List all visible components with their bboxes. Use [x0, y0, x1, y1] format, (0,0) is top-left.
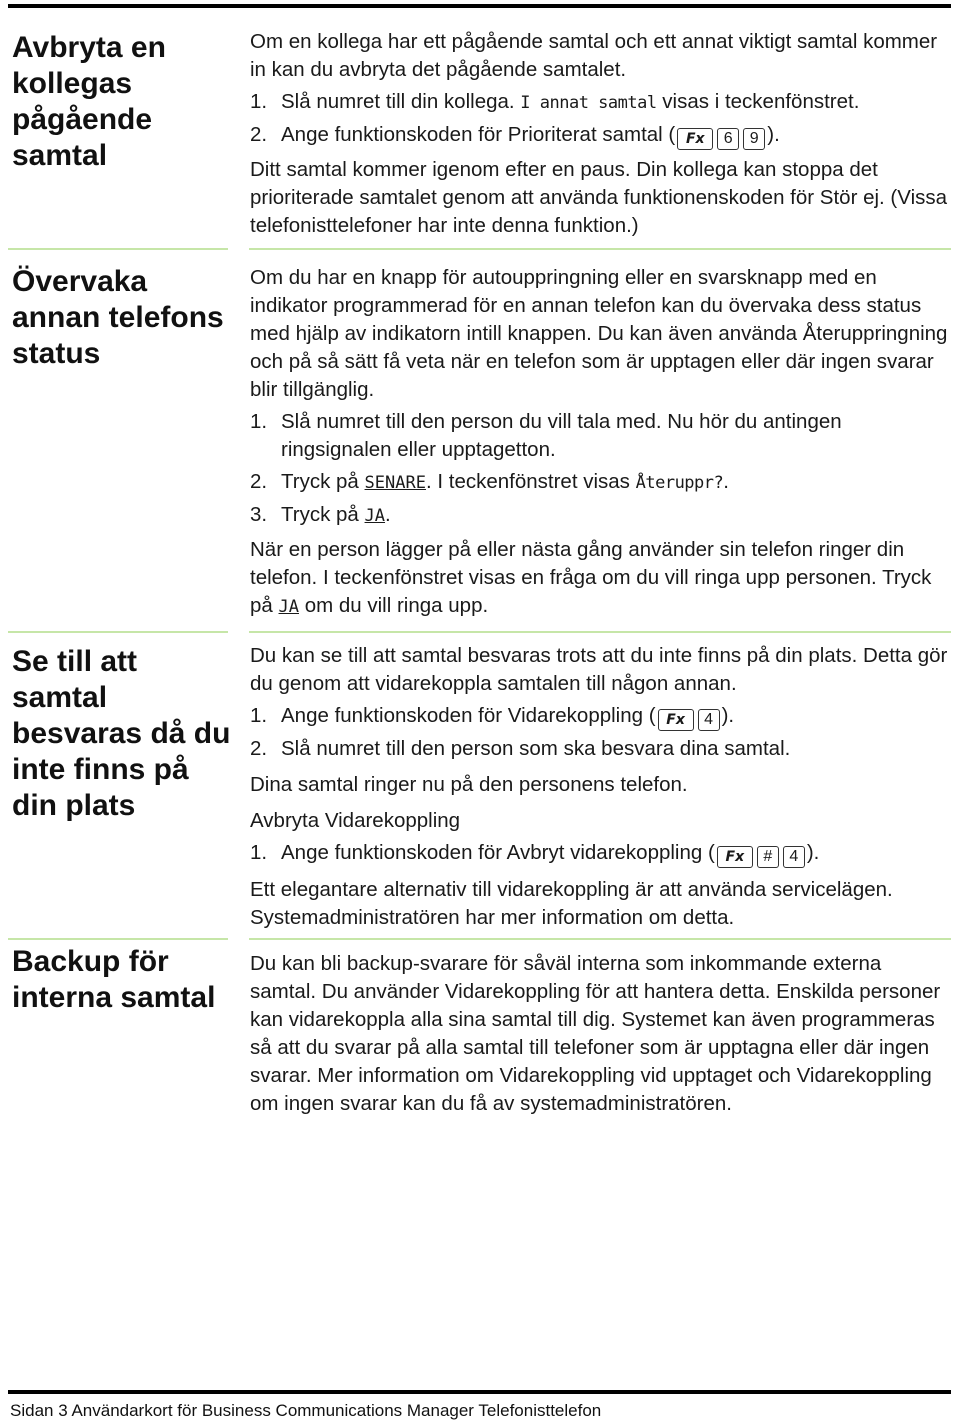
section-divider: [249, 938, 951, 940]
step-cancel-1: [250, 839, 950, 868]
step-number: 1.: [250, 841, 268, 864]
dial-key-4-icon: 4: [698, 709, 720, 731]
outro-text: [250, 536, 950, 621]
step-text: Slå numret till din kollega.: [281, 90, 515, 113]
feature-key-icon: Fx: [717, 846, 753, 868]
step-2: [250, 735, 950, 763]
section-body: [250, 950, 950, 1118]
softkey-ja: JA: [278, 597, 299, 617]
softkey-ja: JA: [364, 506, 386, 526]
body-text: Du kan bli backup-svarare för såväl interna som inkommande externa samtal. Du använder Vidarekoppling för att hantera detta. Enskilda personer kan vidarekoppla alla sina samtal till dig. Systemet kan även programmeras så att du svarar på alla samtal till telefoner som är upptagna eller där ingen svarar. Mer information om Vidarekoppling vid upptaget och Vidarekoppling om ingen svarar kan du få av systemadministratören.: [250, 952, 941, 1115]
intro-text: Om en kollega har ett pågående samtal och ett annat viktigt samtal kommer in kan du avbryta det pågående samtalet.: [250, 30, 938, 81]
step-text: . I teckenfönstret visas: [425, 470, 630, 493]
step-1: [250, 88, 950, 117]
note-text: Dina samtal ringer nu på den personens telefon.: [250, 773, 688, 796]
display-text: Återuppr?: [635, 473, 724, 493]
step-text: visas i teckenfönstret.: [662, 90, 860, 113]
step-text: Tryck på: [281, 470, 359, 493]
outro-text-part: om du vill ringa upp.: [304, 594, 489, 617]
step-number: 2.: [250, 470, 268, 493]
section-divider: [8, 248, 228, 250]
outro-text-part: När en person lägger på eller nästa gång använder sin telefon ringer din telefon. I teckenfönstret visas en fråga om du vill ringa upp personen. Tryck på: [250, 538, 932, 617]
section-divider: [8, 938, 228, 940]
step-2: [250, 468, 950, 497]
step-text: Slå numret till den person du vill tala med. Nu hör du antingen ringsignalen eller upptagetton.: [281, 410, 842, 461]
step-text: .: [385, 503, 391, 526]
page-footer: Sidan 3 Användarkort för Business Communications Manager Telefonisttelefon: [10, 1401, 602, 1420]
step-number: 2.: [250, 123, 268, 146]
dial-key-4-icon: 4: [783, 846, 805, 868]
feature-key-icon: Fx: [677, 128, 713, 150]
outro-text: Ett elegantare alternativ till vidarekoppling är att använda servicelägen. Systemadministratören har mer information om detta.: [250, 878, 893, 929]
intro-text: Om du har en knapp för autouppringning eller en svarsknapp med en indikator programmerad för en annan telefon kan du övervaka dess status med hjälp av indikatorn intill knappen. Du kan även använda Återuppringning och på så sätt få veta när en telefon som är upptagen eller där ingen svarar blir tillgänglig.: [250, 266, 948, 401]
display-text: I annat samtal: [520, 93, 657, 113]
section-divider: [249, 631, 951, 633]
section-divider: [8, 631, 228, 633]
step-text: Ange funktionskoden för Vidarekoppling (: [281, 704, 656, 727]
step-text: .: [723, 470, 729, 493]
feature-key-icon: Fx: [658, 709, 694, 731]
softkey-senare: SENARE: [364, 473, 426, 493]
section-title: Övervaka annan telefons status: [12, 265, 224, 370]
step-text: Ange funktionskoden för Avbryt vidarekoppling (: [281, 841, 715, 864]
step-1: [250, 408, 950, 464]
step-text: ).: [721, 704, 735, 727]
dial-key-9-icon: 9: [743, 128, 765, 150]
top-rule: [8, 4, 951, 8]
section-title: Avbryta en kollegas pågående samtal: [12, 31, 166, 172]
intro-text: Du kan se till att samtal besvaras trots att du inte finns på din plats. Detta gör du genom att vidarekoppla samtalen till någon annan.: [250, 644, 948, 695]
dial-key-6-icon: 6: [717, 128, 739, 150]
step-number: 1.: [250, 90, 268, 113]
step-text: Tryck på: [281, 503, 359, 526]
bottom-rule: [8, 1390, 951, 1394]
section-divider: [249, 248, 951, 250]
step-number: 1.: [250, 704, 268, 727]
dial-key-hash-icon: #: [757, 846, 779, 868]
step-3: [250, 501, 950, 530]
step-number: 3.: [250, 503, 268, 526]
step-2: [250, 121, 950, 150]
section-body: [250, 642, 950, 932]
subheading: Avbryta Vidarekoppling: [250, 809, 461, 832]
step-text: Slå numret till den person som ska besvara dina samtal.: [281, 737, 791, 760]
step-number: 1.: [250, 410, 268, 433]
section-body: [250, 28, 950, 240]
section-title: Se till att samtal besvaras då du inte finns på din plats: [12, 645, 231, 822]
step-text: ).: [767, 123, 780, 146]
step-text: ).: [806, 841, 820, 864]
outro-text: Ditt samtal kommer igenom efter en paus. Din kollega kan stoppa det prioriterade samtalet genom att använda funktionenskoden för Stör ej. (Vissa telefonisttelefoner har inte denna funktion.): [250, 158, 948, 237]
step-number: 2.: [250, 737, 268, 760]
section-body: [250, 264, 950, 621]
step-text: Ange funktionskoden för Prioriterat samtal (: [281, 123, 676, 146]
section-title: Backup för interna samtal: [12, 945, 216, 1014]
step-1: [250, 702, 950, 731]
